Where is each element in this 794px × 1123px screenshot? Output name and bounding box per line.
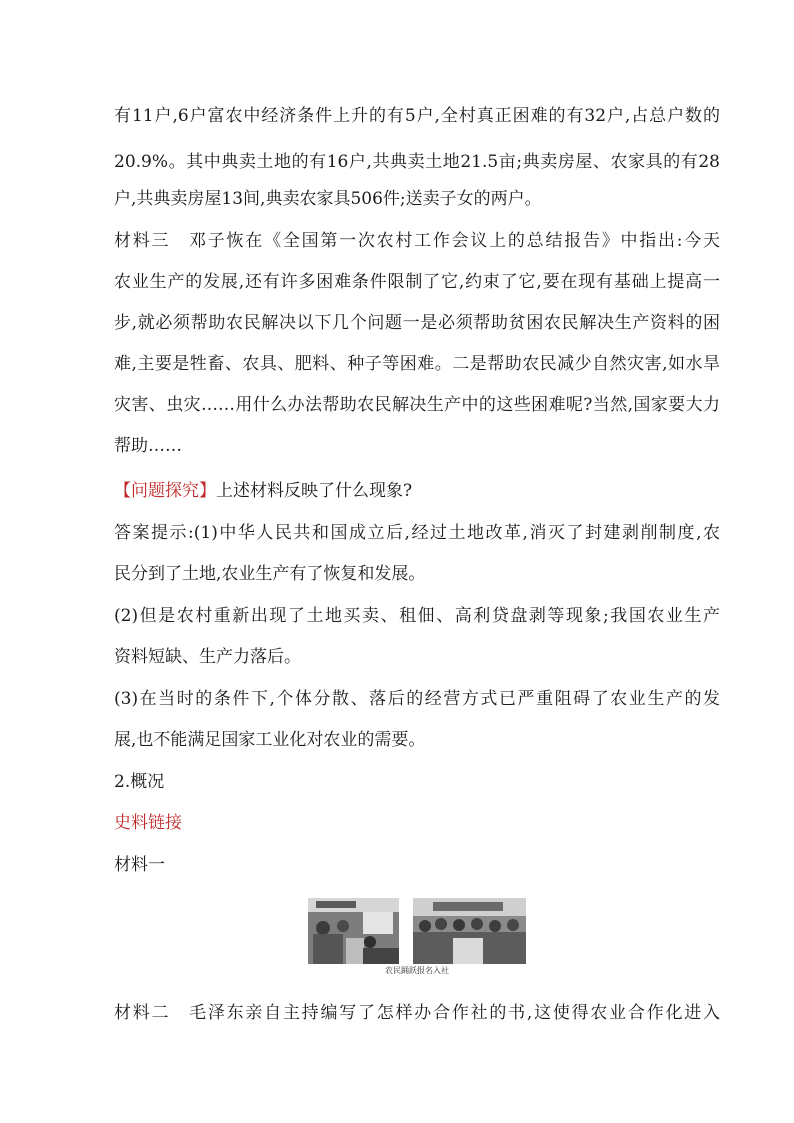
text-line: 农业生产的发展,还有许多困难条件限制了它,约束了它,要在现有基础上提高一 bbox=[114, 272, 720, 292]
figure-caption: 农民踊跃报名入社 bbox=[385, 966, 449, 975]
answer-line: 答案提示:(1)中华人民共和国成立后,经过土地改革,消灭了封建剥削制度,农 bbox=[114, 523, 720, 543]
text-line: 难,主要是牲畜、农具、肥料、种子等困难。二是帮助农民减少自然灾害,如水旱 bbox=[114, 354, 720, 374]
answer-line: 民分到了土地,农业生产有了恢复和发展。 bbox=[114, 564, 426, 584]
section-title: 2.概况 bbox=[114, 772, 165, 792]
answer-line: (2)但是农村重新出现了土地买卖、租佃、高利贷盘剥等现象;我国农业生产 bbox=[114, 606, 720, 626]
answer-line: 资料短缺、生产力落后。 bbox=[114, 647, 301, 667]
material-two-line: 材料二 毛泽东亲自主持编写了怎样办合作社的书,这使得农业合作化进入 bbox=[114, 1003, 720, 1023]
question-text: 上述材料反映了什么现象? bbox=[216, 481, 413, 501]
figure-photos bbox=[308, 898, 526, 978]
text-line: 有11户,6户富农中经济条件上升的有5户,全村真正困难的有32户,占总户数的 bbox=[114, 106, 720, 126]
link-label: 史料链接 bbox=[114, 813, 182, 833]
material-one-label: 材料一 bbox=[114, 855, 165, 875]
photo-right bbox=[413, 898, 526, 964]
text-line: 步,就必须帮助农民解决以下几个问题一是必须帮助贫困农民解决生产资料的困 bbox=[114, 313, 720, 333]
text-line: 户,共典卖房屋13间,典卖农家具506件;送卖子女的两户。 bbox=[114, 189, 542, 209]
text-line: 帮助…… bbox=[114, 436, 182, 456]
text-line: 灾害、虫灾……用什么办法帮助农民解决生产中的这些困难呢?当然,国家要大力 bbox=[114, 395, 720, 415]
photo-left bbox=[308, 898, 399, 964]
question-label: 【问题探究】 bbox=[114, 481, 216, 501]
text-line: 材料三 邓子恢在《全国第一次农村工作会议上的总结报告》中指出:今天 bbox=[114, 231, 720, 251]
text-line: 20.9%。其中典卖土地的有16户,共典卖土地21.5亩;典卖房屋、农家具的有28 bbox=[114, 152, 720, 172]
answer-line: (3)在当时的条件下,个体分散、落后的经营方式已严重阻碍了农业生产的发 bbox=[114, 689, 720, 709]
answer-line: 展,也不能满足国家工业化对农业的需要。 bbox=[114, 730, 426, 750]
question-line bbox=[114, 480, 720, 502]
